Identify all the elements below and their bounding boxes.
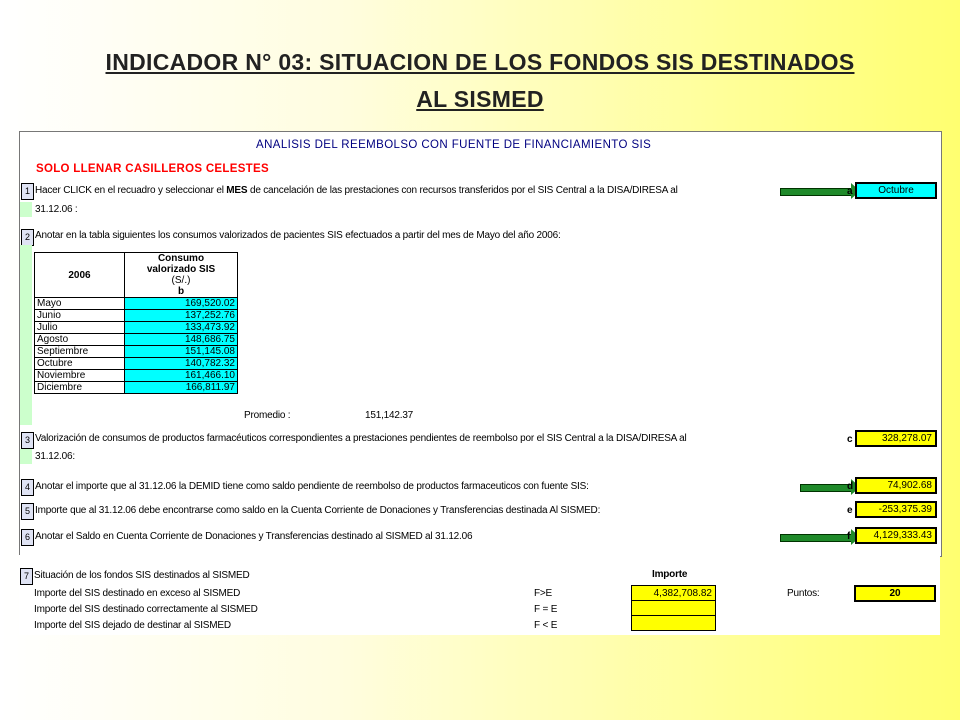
step-1-text bbox=[35, 185, 678, 196]
page-title bbox=[20, 44, 940, 118]
average-label: Promedio : bbox=[244, 410, 291, 421]
letter-e: e bbox=[847, 505, 853, 516]
letter-f: f bbox=[847, 531, 851, 542]
step-1-text-pre: Hacer CLICK en el recuadro y seleccionar el bbox=[35, 185, 227, 196]
value-cell[interactable]: 140,782.32 bbox=[125, 358, 238, 370]
value-cell[interactable]: 137,252.76 bbox=[125, 310, 238, 322]
table-header-line-4: b bbox=[125, 286, 238, 298]
month-cell: Julio bbox=[35, 322, 125, 334]
table-row bbox=[35, 310, 238, 322]
table-row bbox=[35, 370, 238, 382]
step-number-4: 4 bbox=[21, 479, 34, 496]
average-value: 151,142.37 bbox=[365, 410, 414, 421]
situation-row-label: Importe del SIS dejado de destinar al SISMED bbox=[34, 620, 231, 631]
title-line-1: INDICADOR N° 03: SITUACION DE LOS FONDOS SIS DESTINADOS bbox=[105, 49, 855, 75]
step-3-continuation: 31.12.06: bbox=[35, 451, 75, 462]
month-cell: Septiembre bbox=[35, 346, 125, 358]
value-e: -253,375.39 bbox=[855, 501, 937, 518]
arrow-icon bbox=[780, 188, 852, 196]
situation-row-condition: F>E bbox=[534, 588, 553, 599]
puntos-label: Puntos: bbox=[787, 588, 820, 599]
puntos-value: 20 bbox=[854, 585, 936, 602]
step-number-6: 6 bbox=[21, 529, 34, 546]
situation-section bbox=[19, 555, 940, 635]
situation-values-table bbox=[631, 585, 716, 631]
step-2-spacer bbox=[20, 245, 32, 425]
step-number-2: 2 bbox=[21, 229, 34, 246]
step-number-3: 3 bbox=[21, 432, 34, 449]
step-1-continuation: 31.12.06 : bbox=[35, 204, 78, 215]
month-cell: Junio bbox=[35, 310, 125, 322]
month-cell: Agosto bbox=[35, 334, 125, 346]
value-cell[interactable]: 166,811.97 bbox=[125, 382, 238, 394]
month-select[interactable]: Octubre bbox=[855, 182, 937, 199]
arrow-icon bbox=[780, 534, 852, 542]
month-cell: Noviembre bbox=[35, 370, 125, 382]
letter-c: c bbox=[847, 434, 853, 445]
value-cell[interactable]: 169,520.02 bbox=[125, 298, 238, 310]
sheet-header: ANALISIS DEL REEMBOLSO CON FUENTE DE FINANCIAMIENTO SIS bbox=[256, 139, 652, 151]
step-1-spacer bbox=[20, 202, 32, 217]
step-number-1: 1 bbox=[21, 183, 34, 200]
month-cell: Diciembre bbox=[35, 382, 125, 394]
table-row bbox=[35, 298, 238, 310]
table-row bbox=[35, 322, 238, 334]
situation-row-label: Importe del SIS destinado en exceso al SISMED bbox=[34, 588, 241, 599]
step-3-spacer bbox=[20, 449, 32, 464]
value-cell[interactable]: 161,466.10 bbox=[125, 370, 238, 382]
situation-row-label: Importe del SIS destinado correctamente al SISMED bbox=[34, 604, 258, 615]
step-1-text-post: de cancelación de las prestaciones con recursos transferidos por el SIS Central a la DISA/DIRESA al bbox=[247, 185, 678, 196]
step-1-text-bold: MES bbox=[226, 185, 248, 196]
step-5-text: Importe que al 31.12.06 debe encontrarse como saldo en la Cuenta Corriente de Donaciones y Transferencias destinada Al SISMED: bbox=[35, 505, 601, 516]
situation-row-condition: F < E bbox=[534, 620, 558, 631]
value-cell[interactable]: 148,686.75 bbox=[125, 334, 238, 346]
table-row bbox=[35, 382, 238, 394]
table-row bbox=[35, 334, 238, 346]
table-row bbox=[35, 346, 238, 358]
value-d: 74,902.68 bbox=[855, 477, 937, 494]
importe-header: Importe bbox=[652, 569, 688, 580]
value-f: 4,129,333.43 bbox=[855, 527, 937, 544]
spreadsheet-area bbox=[19, 131, 942, 557]
letter-d: d bbox=[847, 481, 854, 492]
month-cell: Octubre bbox=[35, 358, 125, 370]
value-cell[interactable]: 151,145.08 bbox=[125, 346, 238, 358]
table-row bbox=[35, 358, 238, 370]
table-header-line-1: Consumo bbox=[125, 253, 238, 265]
step-2-text: Anotar en la tabla siguientes los consumos valorizados de pacientes SIS efectuados a partir del mes de Mayo del año 2006: bbox=[35, 230, 561, 241]
title-line-2: AL SISMED bbox=[416, 86, 544, 112]
step-6-text: Anotar el Saldo en Cuenta Corriente de Donaciones y Transferencias destinado al SISMED al 31.12.06 bbox=[35, 531, 473, 542]
situation-value-cell bbox=[632, 616, 716, 631]
situation-value-cell bbox=[632, 601, 716, 616]
step-3-text: Valorización de consumos de productos farmacéuticos correspondientes a prestaciones pendientes de reembolso por el SIS Central a la DISA/DIRESA al bbox=[35, 433, 687, 444]
consumption-table bbox=[34, 252, 238, 394]
value-c: 328,278.07 bbox=[855, 430, 937, 447]
letter-a: a bbox=[847, 186, 853, 197]
step-number-7: 7 bbox=[20, 568, 33, 585]
table-header-line-2: valorizado SIS bbox=[125, 264, 238, 275]
step-number-5: 5 bbox=[21, 503, 34, 520]
step-4-text: Anotar el importe que al 31.12.06 la DEMID tiene como saldo pendiente de reembolso de productos farmaceuticos con fuente SIS: bbox=[35, 481, 589, 492]
step-7-text: Situación de los fondos SIS destinados al SISMED bbox=[34, 570, 250, 581]
table-header-year: 2006 bbox=[35, 253, 125, 298]
situation-value-cell: 4,382,708.82 bbox=[632, 586, 716, 601]
arrow-icon bbox=[800, 484, 852, 492]
month-cell: Mayo bbox=[35, 298, 125, 310]
table-header-line-3: (S/.) bbox=[125, 275, 238, 286]
situation-row-condition: F = E bbox=[534, 604, 558, 615]
value-cell[interactable]: 133,473.92 bbox=[125, 322, 238, 334]
instruction-text: SOLO LLENAR CASILLEROS CELESTES bbox=[36, 163, 269, 175]
